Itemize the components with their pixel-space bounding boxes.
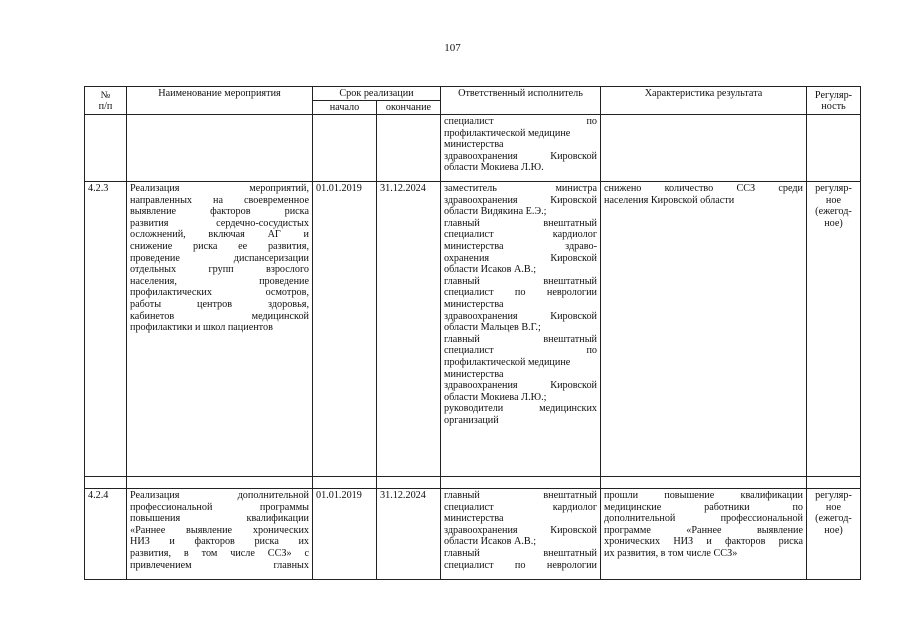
header-name: Наименование мероприятия (127, 87, 313, 115)
cell-start: 01.01.2019 (313, 182, 377, 477)
cell-regularity: регуляр- ное (ежегод- ное) (807, 182, 861, 477)
cell-num: 4.2.4 (85, 489, 127, 580)
header-regularity: Регуляр- ность (807, 87, 861, 115)
header-result: Характеристика результата (601, 87, 807, 115)
cell-name: Реализация мероприятий, направленных на своевременное выявление факторов риска развития сердечно-сосудистых осложнений, включая АГ и снижение риска ее развития, проведение диспансеризации отдельных групп взрослого населения, проведение профилактических осмотров, работы центров здоровья, кабинетов медицинской профилактики и школ пациентов (127, 182, 313, 477)
cell-responsible: заместитель министра здравоохранения Кировской области Видякина Е.Э.; главный внештатный специалист кардиолог министерства здраво- охранения Кировской области Исаков А.В.; главный внештатный специалист по неврологии министерства здравоохранения Кировской области Мальцев В.Г.; главный внештатный специалист по профилактической медицине министерства здравоохранения Кировской области Мокиева Л.Ю.; руководители медицинских организаций (441, 182, 601, 477)
cell-responsible: специалист по профилактической медицине министерства здравоохранения Кировской области Мокиева Л.Ю. (441, 115, 601, 182)
header-row (85, 87, 861, 101)
header-responsible: Ответственный исполнитель (441, 87, 601, 115)
cell-result (601, 115, 807, 182)
header-term: Срок реализации (313, 87, 441, 101)
table-row (85, 489, 861, 580)
table-row-continued (85, 115, 861, 182)
header-start: начало (313, 101, 377, 115)
cell-regularity: регуляр- ное (ежегод- ное) (807, 489, 861, 580)
cell-num (85, 115, 127, 182)
page-number: 107 (444, 42, 461, 54)
cell-num: 4.2.3 (85, 182, 127, 477)
cell-responsible: главный внештатный специалист кардиолог министерства здравоохранения Кировской области Исаков А.В.; главный внештатный специалист по неврологии (441, 489, 601, 580)
header-num: № п/п (85, 87, 127, 115)
cell-name (127, 115, 313, 182)
action-plan-table (84, 86, 861, 580)
cell-regularity (807, 115, 861, 182)
cell-result: снижено количество ССЗ среди населения Кировской области (601, 182, 807, 477)
cell-name: Реализация дополнительной профессиональной программы повышения квалификации «Раннее выявление хронических НИЗ и факторов риска их развития, в том числе ССЗ» с привлечением главных (127, 489, 313, 580)
cell-end (377, 115, 441, 182)
cell-start (313, 115, 377, 182)
header-end: окончание (377, 101, 441, 115)
table-row (85, 182, 861, 477)
cell-end: 31.12.2024 (377, 182, 441, 477)
cell-result: прошли повышение квалификации медицинские работники по дополнительной профессиональной программе «Раннее выявление хронических НИЗ и факторов риска их развития, в том числе ССЗ» (601, 489, 807, 580)
row-gap (85, 477, 861, 489)
cell-start: 01.01.2019 (313, 489, 377, 580)
cell-end: 31.12.2024 (377, 489, 441, 580)
